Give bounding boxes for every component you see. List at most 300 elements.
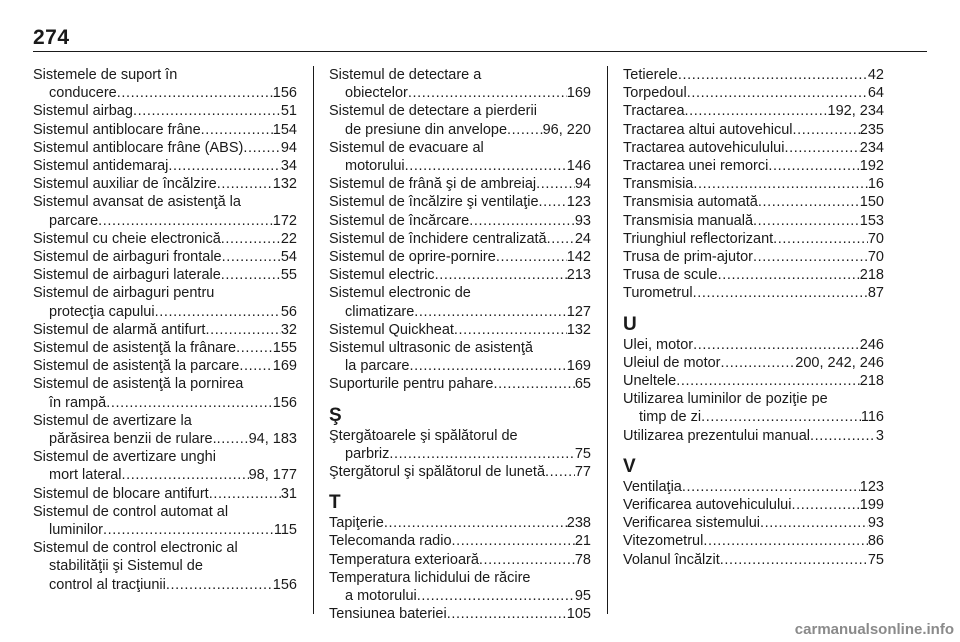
page-reference[interactable]: 156 [272, 85, 297, 102]
page-reference[interactable]: 64 [867, 85, 884, 102]
dot-leader [469, 212, 575, 230]
index-entry[interactable] [623, 248, 884, 266]
index-term: Sistemul de frână şi de ambreiaj [329, 176, 537, 193]
index-entry[interactable] [329, 248, 591, 266]
dot-leader [687, 84, 868, 102]
index-term: Ştergătoarele şi spălătorul de [329, 427, 518, 444]
page-reference[interactable]: 218 [859, 267, 884, 284]
section-letter: T [329, 492, 341, 514]
index-term: Torpedoul [623, 85, 687, 102]
page-reference[interactable]: 153 [859, 212, 884, 229]
index-entry[interactable] [329, 321, 591, 339]
index-term: motorului [345, 158, 405, 175]
dot-leader [98, 212, 273, 230]
index-term: Tractarea autovehiculului [623, 139, 785, 156]
index-term: părăsirea benzii de rulare. [49, 431, 217, 448]
index-term: Triunghiul reflectorizant [623, 230, 774, 247]
index-entry[interactable] [623, 102, 884, 120]
dot-leader [155, 303, 281, 321]
dot-leader [217, 175, 273, 193]
column-separator [607, 66, 608, 614]
page-reference[interactable]: 142 [566, 249, 591, 266]
index-entry[interactable] [33, 339, 297, 357]
index-entry-line [329, 66, 591, 84]
index-term: Sistemul de control automat al [33, 503, 229, 520]
index-entry[interactable] [329, 551, 591, 569]
index-entry[interactable] [329, 463, 591, 481]
page-reference[interactable]: 234 [859, 139, 884, 156]
index-entry[interactable] [623, 354, 884, 372]
index-term: luminilor [49, 522, 103, 539]
index-entry[interactable] [33, 485, 297, 503]
index-entry-line [329, 357, 591, 375]
dot-leader [243, 139, 281, 157]
header-rule [33, 51, 927, 52]
index-entry-line [329, 230, 591, 248]
index-term: Ştergătorul şi spălătorul de lunetă [329, 464, 546, 481]
index-term: parbriz [345, 445, 390, 462]
index-entry[interactable] [329, 339, 591, 375]
dot-leader [384, 514, 567, 532]
dot-leader [122, 466, 249, 484]
index-column-3 [623, 66, 884, 614]
index-entry-line [623, 390, 884, 408]
index-entry[interactable] [33, 248, 297, 266]
index-entry[interactable] [623, 284, 884, 302]
dot-leader [701, 408, 861, 426]
index-entry-line [33, 66, 297, 84]
page-reference[interactable]: 146 [566, 158, 591, 175]
index-entry-line [329, 175, 591, 193]
index-term: Sistemele de suport în [33, 67, 178, 83]
index-entry-line [623, 354, 884, 372]
index-entry[interactable] [33, 139, 297, 157]
index-entry-line [623, 121, 884, 139]
dot-leader [236, 339, 273, 357]
index-entry-line [33, 430, 297, 448]
index-entry-line [329, 84, 591, 102]
index-entry-line [329, 463, 591, 481]
dot-leader [545, 463, 575, 481]
index-entry[interactable] [623, 478, 884, 496]
index-term: Sistemul de evacuare al [329, 139, 484, 156]
index-entry-line [329, 569, 591, 587]
dot-leader [703, 532, 868, 550]
page-reference[interactable]: 51 [280, 103, 297, 120]
dot-leader [435, 266, 567, 284]
index-entry-line [623, 408, 884, 426]
index-entry[interactable] [329, 532, 591, 550]
page-reference[interactable]: 21 [574, 533, 591, 550]
index-entry-line [623, 84, 884, 102]
dot-leader [810, 427, 876, 445]
dot-leader [507, 121, 543, 139]
index-term: Sistemul de blocare antifurt [33, 485, 209, 502]
index-entry[interactable] [329, 102, 591, 138]
index-entry[interactable] [33, 448, 297, 484]
page-reference[interactable]: 123 [859, 478, 884, 495]
index-entry-line [329, 284, 591, 302]
index-term: Sistemul ultrasonic de asistenţă [329, 340, 533, 357]
index-entry-line [623, 193, 884, 211]
index-entry[interactable] [33, 321, 297, 339]
page-reference[interactable]: 65 [574, 376, 591, 393]
index-entry[interactable] [33, 375, 297, 411]
page-reference[interactable]: 70 [867, 249, 884, 266]
index-term: Sistemul antiblocare frâne (ABS) [33, 139, 244, 156]
page-reference[interactable]: 86 [867, 533, 884, 550]
index-entry[interactable] [623, 193, 884, 211]
index-term: Sistemul de avertizare la [33, 412, 192, 429]
dot-leader [409, 357, 566, 375]
index-entry[interactable] [33, 357, 297, 375]
index-term: Sistemul de încărcare [329, 212, 470, 229]
page-reference[interactable]: 54 [280, 249, 297, 266]
page-reference[interactable]: 169 [566, 85, 591, 102]
dot-leader [389, 445, 575, 463]
index-term: Sistemul de alarmă antifurt [33, 321, 206, 338]
index-term: Transmisia manuală [623, 212, 754, 229]
index-entry[interactable] [329, 514, 591, 532]
index-entry[interactable] [329, 193, 591, 211]
index-entry-line [33, 175, 297, 193]
index-entry-line [623, 248, 884, 266]
page-reference[interactable]: 75 [574, 445, 591, 462]
index-entry-line [33, 394, 297, 412]
index-entry-line [623, 139, 884, 157]
dot-leader [201, 121, 273, 139]
index-term: timp de zi [639, 409, 702, 426]
index-term: a motorului [345, 588, 417, 605]
dot-leader [685, 102, 828, 120]
page-reference[interactable]: 32 [280, 321, 297, 338]
dot-leader [221, 230, 281, 248]
index-entry[interactable] [33, 284, 297, 320]
index-term: Tetierele [623, 67, 678, 83]
index-entry[interactable] [329, 266, 591, 284]
index-term: Vitezometrul [623, 533, 704, 550]
dot-leader [221, 266, 281, 284]
dot-leader [168, 157, 280, 175]
dot-leader [239, 357, 272, 375]
dot-leader [447, 605, 567, 623]
index-entry-line [329, 157, 591, 175]
page-reference[interactable]: 246 [859, 336, 884, 353]
index-term: Sistemul de detectare a [329, 67, 482, 83]
index-term: protecţia capului [49, 303, 155, 320]
dot-leader [222, 248, 281, 266]
page-reference[interactable]: 22 [280, 230, 297, 247]
index-entry[interactable] [623, 139, 884, 157]
index-entry[interactable] [623, 427, 884, 445]
index-entry[interactable] [329, 375, 591, 393]
index-entry[interactable] [329, 284, 591, 320]
index-entry[interactable] [33, 102, 297, 120]
index-entry[interactable] [623, 66, 884, 84]
index-entry[interactable] [33, 193, 297, 229]
page-reference[interactable]: 31 [280, 485, 297, 502]
page-reference[interactable]: 94, 183 [248, 431, 297, 448]
index-entry[interactable] [33, 157, 297, 175]
index-entry-line [329, 445, 591, 463]
index-entry-line [33, 357, 297, 375]
index-entry-line [329, 266, 591, 284]
page-reference[interactable]: 94 [280, 139, 297, 156]
index-entry-line [33, 339, 297, 357]
index-entry-line [33, 485, 297, 503]
index-entry-line [623, 230, 884, 248]
dot-leader [205, 321, 280, 339]
page-reference[interactable]: 123 [566, 194, 591, 211]
index-term: Sistemul de detectare a pierderii [329, 103, 537, 120]
index-entry[interactable] [623, 532, 884, 550]
watermark: carmanualsonline.info [794, 621, 954, 638]
page-reference[interactable]: 55 [280, 267, 297, 284]
index-entry-line [623, 157, 884, 175]
index-term: de presiune din anvelope [345, 121, 508, 138]
index-entry[interactable] [623, 336, 884, 354]
index-term: Sistemul de închidere centralizată [329, 230, 547, 247]
page-reference[interactable]: 200, 242, 246 [795, 354, 884, 371]
page-reference[interactable]: 77 [574, 464, 591, 481]
page-reference[interactable]: 199 [859, 497, 884, 514]
page-reference[interactable]: 132 [566, 321, 591, 338]
index-entry-line [329, 532, 591, 550]
index-entry-line [33, 466, 297, 484]
page-reference[interactable]: 98, 177 [248, 467, 297, 484]
index-entry-line [33, 303, 297, 321]
index-entry[interactable] [329, 212, 591, 230]
index-entry[interactable] [623, 514, 884, 532]
page-reference[interactable]: 132 [272, 176, 297, 193]
index-entry-line [329, 339, 591, 357]
dot-leader [693, 284, 868, 302]
index-entry[interactable] [623, 496, 884, 514]
page-reference[interactable]: 156 [272, 576, 297, 593]
page-reference[interactable]: 42 [867, 67, 884, 83]
index-term: Ventilaţia [623, 478, 682, 495]
index-term: Tapiţerie [329, 515, 384, 532]
index-entry-line [33, 375, 297, 393]
dot-leader [693, 175, 867, 193]
index-term: Utilizarea prezentului manual [623, 427, 810, 444]
index-entry[interactable] [329, 569, 591, 605]
dot-leader [117, 84, 273, 102]
index-entry-line [33, 230, 297, 248]
index-entry-line [33, 412, 297, 430]
index-entry-line [33, 84, 297, 102]
index-entry[interactable] [623, 157, 884, 175]
index-term: Sistemul de încălzire şi ventilaţie [329, 194, 539, 211]
index-term: Transmisia [623, 176, 694, 193]
index-entry[interactable] [329, 139, 591, 175]
index-entry[interactable] [623, 212, 884, 230]
page-reference[interactable]: 105 [566, 606, 591, 623]
index-entry-line [33, 503, 297, 521]
page-reference[interactable]: 155 [272, 340, 297, 357]
index-entry-line [623, 514, 884, 532]
index-term: Sistemul avansat de asistenţă la [33, 194, 241, 211]
page-reference[interactable]: 213 [566, 267, 591, 284]
dot-leader [452, 532, 575, 550]
index-entry-line [623, 551, 884, 569]
dot-leader [793, 121, 860, 139]
index-entry-line [33, 539, 297, 557]
dot-leader [768, 157, 859, 175]
index-entry-line [33, 576, 297, 594]
index-entry-line [623, 336, 884, 354]
index-entry-line [33, 121, 297, 139]
index-entry-line [329, 514, 591, 532]
index-entry[interactable] [623, 84, 884, 102]
index-term: în rampă [49, 394, 107, 411]
page-reference[interactable]: 150 [859, 194, 884, 211]
index-term: Verificarea autovehiculului [623, 497, 792, 514]
index-term: stabilităţii şi Sistemul de [49, 558, 203, 575]
page-reference[interactable]: 93 [574, 212, 591, 229]
dot-leader [166, 576, 273, 594]
dot-leader [479, 551, 575, 569]
index-term: Tractarea unei remorci [623, 158, 769, 175]
page-reference[interactable]: 192, 234 [827, 103, 884, 120]
dot-leader [414, 303, 567, 321]
index-entry[interactable] [623, 551, 884, 569]
index-entry-line [623, 496, 884, 514]
page-reference[interactable]: 87 [867, 285, 884, 302]
index-entry[interactable] [623, 372, 884, 390]
index-entry-line [623, 66, 884, 84]
dot-leader [721, 354, 796, 372]
page-reference[interactable]: 115 [273, 522, 297, 539]
dot-leader [547, 230, 575, 248]
page-reference[interactable]: 169 [272, 358, 297, 375]
page-reference[interactable]: 172 [272, 212, 297, 229]
index-entry[interactable] [33, 66, 297, 102]
page-reference[interactable]: 127 [566, 303, 591, 320]
page-reference[interactable]: 192 [859, 158, 884, 175]
page-reference[interactable]: 56 [280, 303, 297, 320]
index-term: Tractarea altui autovehicul [623, 121, 793, 138]
page-reference[interactable]: 94 [574, 176, 591, 193]
page-reference[interactable]: 93 [867, 515, 884, 532]
index-term: Tensiunea bateriei [329, 606, 447, 623]
page-reference[interactable]: 238 [566, 515, 591, 532]
index-entry-line [33, 157, 297, 175]
index-term: Temperatura exterioară [329, 551, 479, 568]
dot-leader [718, 266, 860, 284]
dot-leader [784, 139, 859, 157]
page-reference[interactable]: 95 [574, 588, 591, 605]
index-entry[interactable] [33, 266, 297, 284]
page-reference[interactable]: 24 [574, 230, 591, 247]
dot-leader [682, 478, 860, 496]
page-reference[interactable]: 75 [867, 551, 884, 568]
dot-leader [791, 496, 859, 514]
page-number: 274 [33, 26, 70, 49]
page-reference[interactable]: 156 [272, 394, 297, 411]
index-term: conducere [49, 85, 117, 102]
index-entry[interactable] [33, 175, 297, 193]
dot-leader [720, 551, 868, 569]
index-entry[interactable] [329, 427, 591, 463]
index-term: Uneltele [623, 373, 677, 390]
index-entry-line [623, 427, 884, 445]
index-term: Sistemul de asistenţă la parcare [33, 358, 240, 375]
index-term: Telecomanda radio [329, 533, 452, 550]
index-entry[interactable] [329, 66, 591, 102]
dot-leader [454, 321, 567, 339]
index-entry[interactable] [33, 412, 297, 448]
index-entry[interactable] [33, 539, 297, 594]
index-entry[interactable] [33, 121, 297, 139]
page-reference[interactable]: 3 [875, 427, 884, 444]
index-term: climatizare [345, 303, 415, 320]
dot-leader [217, 430, 249, 448]
index-term: Tractarea [623, 103, 685, 120]
page-reference[interactable]: 235 [859, 121, 884, 138]
index-term: Sistemul cu cheie electronică [33, 230, 221, 247]
dot-leader [408, 84, 567, 102]
page-reference[interactable]: 169 [566, 358, 591, 375]
page-reference[interactable]: 96, 220 [542, 121, 591, 138]
index-entry-line [329, 321, 591, 339]
index-entry[interactable] [623, 390, 884, 426]
index-term: Suporturile pentru pahare [329, 376, 494, 393]
index-entry[interactable] [329, 230, 591, 248]
index-entry[interactable] [623, 230, 884, 248]
dot-leader [106, 394, 273, 412]
index-entry-line [33, 193, 297, 211]
index-entry[interactable] [623, 121, 884, 139]
index-term: Sistemul antidemaraj [33, 158, 169, 175]
index-entry-line [623, 532, 884, 550]
index-term: Trusa de prim-ajutor [623, 249, 754, 266]
index-entry[interactable] [623, 266, 884, 284]
index-entry-line [623, 102, 884, 120]
index-term: Turometrul [623, 285, 693, 302]
page-reference[interactable]: 16 [867, 176, 884, 193]
index-entry-line [33, 139, 297, 157]
page-reference[interactable]: 70 [867, 230, 884, 247]
index-term: Sistemul de airbaguri laterale [33, 267, 221, 284]
index-term: Ulei, motor [623, 336, 694, 353]
page-reference[interactable]: 78 [574, 551, 591, 568]
index-entry[interactable] [329, 605, 591, 623]
index-entry[interactable] [33, 230, 297, 248]
section-letter: Ş [329, 404, 342, 426]
page-reference[interactable]: 154 [272, 121, 297, 138]
page-reference[interactable]: 218 [859, 373, 884, 390]
dot-leader [693, 336, 860, 354]
dot-leader [133, 102, 281, 120]
dot-leader [758, 193, 860, 211]
index-entry-line [623, 212, 884, 230]
page-reference[interactable]: 34 [280, 158, 297, 175]
index-entry-line [623, 266, 884, 284]
index-entry-line [329, 212, 591, 230]
index-entry[interactable] [623, 175, 884, 193]
section-letter: V [623, 455, 636, 477]
index-entry-line [33, 248, 297, 266]
index-term: Sistemul airbag [33, 103, 133, 120]
index-entry-line [329, 427, 591, 445]
index-entry[interactable] [33, 503, 297, 539]
index-term: Sistemul de airbaguri frontale [33, 249, 222, 266]
dot-leader [103, 521, 274, 539]
page-reference[interactable]: 116 [860, 409, 884, 426]
index-entry-line [329, 375, 591, 393]
index-entry[interactable] [329, 175, 591, 193]
